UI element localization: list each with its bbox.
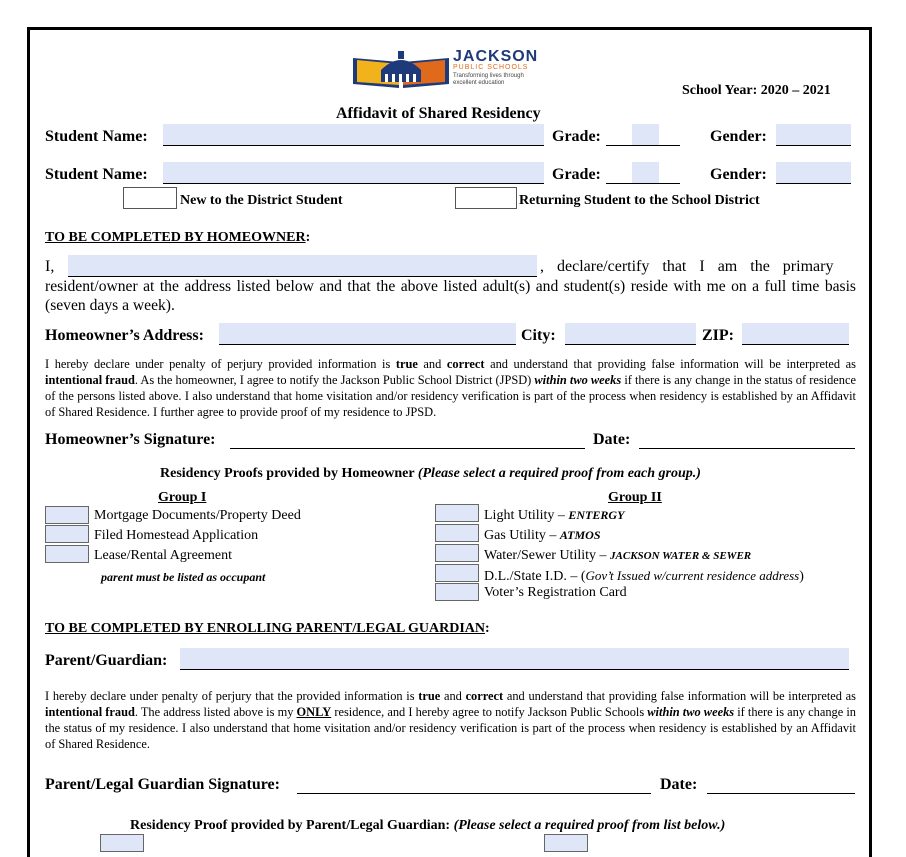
legal-text-part: and understand that providing false information will be interpreted as xyxy=(484,357,857,371)
legal-text-part: I hereby declare under penalty of perjury provided information is xyxy=(45,357,396,371)
legal-weeks: within two weeks xyxy=(647,705,735,719)
legal-weeks: within two weeks xyxy=(534,373,622,387)
legal-text-part: if there is any change in the status of my residence. I also understand that home visitation and/or residency verification is part of the process when residency is established by an Affidavit of Shared Residence. xyxy=(45,705,857,751)
group2-item-em: Gov’t Issued w/current residence address xyxy=(585,568,800,583)
parent-proof-heading xyxy=(130,818,725,834)
zip-label: ZIP: xyxy=(702,327,734,344)
zip-field[interactable] xyxy=(742,323,849,345)
group2-item-1 xyxy=(484,508,624,524)
group2-checkbox-5[interactable] xyxy=(435,583,479,601)
declare-text-1: , declare/certify that I am the primary xyxy=(540,258,834,275)
declare-text-2: resident/owner at the address listed below and that the above listed adult(s) and student(s) reside with me on a full time basis (seven days a week). xyxy=(45,278,856,314)
group2-checkbox-1[interactable] xyxy=(435,504,479,522)
group2-item-tail: ) xyxy=(799,569,804,584)
group2-item-4 xyxy=(484,568,804,585)
student-name-label-2: Student Name: xyxy=(45,166,148,183)
group2-title: Group II xyxy=(608,490,662,505)
legal-correct: correct xyxy=(465,689,504,703)
homeowner-date-field[interactable] xyxy=(639,427,855,449)
parent-proof-heading-text: Residency Proof provided by Parent/Legal Guardian: xyxy=(130,818,454,833)
homeowner-signature-label: Homeowner’s Signature: xyxy=(45,431,216,448)
group1-title: Group I xyxy=(158,490,207,505)
returning-student-label: Returning Student to the School District xyxy=(519,193,760,208)
gender-field-1[interactable] xyxy=(776,124,851,146)
legal-text-part: . As the homeowner, I agree to notify the Jackson Public School District (JPSD) xyxy=(134,373,535,387)
legal-text-part: residence, and I hereby agree to notify Jackson Public Schools xyxy=(331,705,648,719)
homeowner-proofs-heading-text: Residency Proofs provided by Homeowner xyxy=(160,466,418,481)
new-student-checkbox[interactable] xyxy=(123,187,177,209)
logo-tagline-2: excellent education xyxy=(453,80,505,86)
parent-date-label: Date: xyxy=(660,776,698,793)
legal-text-part: and understand that providing false information will be interpreted as xyxy=(503,689,856,703)
new-student-label: New to the District Student xyxy=(180,193,343,208)
homeowner-section-title xyxy=(45,230,310,246)
logo-subtitle: PUBLIC SCHOOLS xyxy=(453,64,529,71)
homeowner-address-label: Homeowner’s Address: xyxy=(45,327,204,344)
homeowner-proofs-heading xyxy=(160,466,701,482)
legal-text-part: if there is any change in the status of residence of the persons listed above. I also understand that home visitation and/or residency verification is part of the process when residency is established by an Affidavit of Shared Residence. I further agree to provide proof of my residence to JPSD. xyxy=(45,373,856,419)
parent-section-title xyxy=(45,621,490,637)
parent-guardian-label: Parent/Guardian: xyxy=(45,652,168,669)
legal-correct: correct xyxy=(446,357,485,371)
form-title: Affidavit of Shared Residency xyxy=(336,105,541,122)
group2-checkbox-2[interactable] xyxy=(435,524,479,542)
grade-label-2: Grade: xyxy=(552,166,601,183)
grade-field-2-fill xyxy=(632,162,659,183)
homeowner-proofs-heading-italic: (Please select a required proof from each group.) xyxy=(417,466,701,481)
grade-field-1-fill xyxy=(632,124,659,145)
legal-only: ONLY xyxy=(296,705,332,719)
parent-guardian-field[interactable] xyxy=(180,648,849,670)
parent-proof-checkbox-2[interactable] xyxy=(544,834,588,852)
homeowner-date-label: Date: xyxy=(593,431,631,448)
homeowner-legal-text xyxy=(45,356,856,420)
parent-signature-field[interactable] xyxy=(297,772,651,794)
group1-checkbox-2[interactable] xyxy=(45,525,89,543)
parent-proof-heading-italic: (Please select a required proof from list below.) xyxy=(453,818,726,833)
grade-label-1: Grade: xyxy=(552,128,601,145)
group2-checkbox-3[interactable] xyxy=(435,544,479,562)
group2-item-3 xyxy=(484,548,751,564)
group2-item-em: ATMOS xyxy=(559,528,601,542)
gender-field-2[interactable] xyxy=(776,162,851,184)
group2-item-5: Voter’s Registration Card xyxy=(484,585,627,600)
gender-label-2: Gender: xyxy=(710,166,767,183)
student-name-field-2[interactable] xyxy=(163,162,544,184)
group2-item-text: D.L./State I.D. – ( xyxy=(484,569,586,584)
group2-item-em: JACKSON WATER & SEWER xyxy=(610,550,752,562)
parent-legal-text xyxy=(45,688,856,752)
capitol-book-icon xyxy=(351,48,451,92)
city-field[interactable] xyxy=(565,323,696,345)
declare-prefix: I, xyxy=(45,258,55,275)
returning-student-checkbox[interactable] xyxy=(455,187,517,209)
homeowner-signature-field[interactable] xyxy=(230,427,585,449)
parent-section-colon: : xyxy=(485,621,490,636)
legal-true: true xyxy=(395,357,418,371)
legal-text-part: I hereby declare under penalty of perjury that the provided information is xyxy=(45,689,419,703)
homeowner-section-colon: : xyxy=(305,230,311,245)
group2-item-text: Light Utility – xyxy=(484,508,569,523)
logo-title: JACKSON xyxy=(453,48,539,65)
parent-section-title-text: TO BE COMPLETED BY ENROLLING PARENT/LEGAL GUARDIAN xyxy=(45,621,486,636)
group2-item-text: Water/Sewer Utility – xyxy=(484,548,611,563)
legal-fraud: intentional fraud xyxy=(45,373,135,387)
legal-text-part: and xyxy=(440,689,466,703)
logo-tagline-1: Transforming lives through xyxy=(453,73,524,79)
group2-item-text: Gas Utility – xyxy=(484,528,560,543)
group2-item-em: ENTERGY xyxy=(568,508,625,522)
group1-note: parent must be listed as occupant xyxy=(101,570,266,584)
homeowner-name-field[interactable] xyxy=(68,255,537,277)
jackson-public-schools-logo xyxy=(351,48,571,92)
gender-label-1: Gender: xyxy=(710,128,767,145)
legal-true: true xyxy=(418,689,441,703)
legal-text-part: and xyxy=(417,357,447,371)
group2-checkbox-4[interactable] xyxy=(435,564,479,582)
homeowner-section-title-text: TO BE COMPLETED BY HOMEOWNER xyxy=(45,230,306,245)
homeowner-address-field[interactable] xyxy=(219,323,516,345)
parent-date-field[interactable] xyxy=(707,772,855,794)
legal-fraud: intentional fraud xyxy=(45,705,135,719)
group1-checkbox-3[interactable] xyxy=(45,545,89,563)
group1-checkbox-1[interactable] xyxy=(45,506,89,524)
student-name-field-1[interactable] xyxy=(163,124,544,146)
parent-proof-checkbox-1[interactable] xyxy=(100,834,144,852)
group1-item-2: Filed Homestead Application xyxy=(94,528,259,543)
group1-item-3: Lease/Rental Agreement xyxy=(94,548,232,563)
school-year: School Year: 2020 – 2021 xyxy=(682,83,831,98)
group2-item-2 xyxy=(484,528,601,544)
city-label: City: xyxy=(521,327,556,344)
student-name-label-1: Student Name: xyxy=(45,128,148,145)
group1-item-1: Mortgage Documents/Property Deed xyxy=(94,508,301,523)
parent-signature-label: Parent/Legal Guardian Signature: xyxy=(45,776,280,793)
legal-text-part: . The address listed above is my xyxy=(134,705,297,719)
